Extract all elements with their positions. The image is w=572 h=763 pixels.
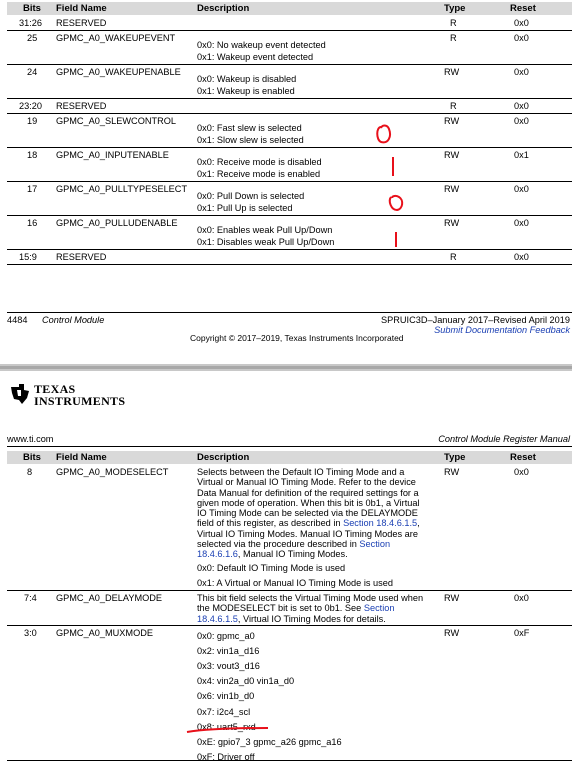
- mux-option: 0xF: Driver off: [197, 751, 255, 762]
- row-type: RW: [444, 67, 460, 77]
- row-divider: [7, 181, 572, 182]
- row-type: RW: [444, 150, 460, 160]
- col-reset-header-2: Reset: [510, 452, 536, 463]
- row-type: RW: [444, 218, 460, 228]
- row-reset: 0x0: [514, 18, 529, 28]
- option-text: 0x0: Wakeup is disabled: [197, 74, 297, 84]
- page-title: Control Module Register Manual: [438, 434, 570, 444]
- row-type: RW: [444, 116, 460, 126]
- row-bits: 16: [27, 218, 38, 228]
- header-rule: [7, 446, 572, 447]
- row-bits: 8: [27, 467, 33, 477]
- col-desc-header: Description: [197, 3, 250, 14]
- mux-option: 0x7: i2c4_scl: [197, 706, 251, 717]
- logo-text-1: TEXAS: [34, 382, 76, 396]
- option-text: 0x1: Wakeup is enabled: [197, 86, 295, 96]
- row-bits: 7:4: [24, 593, 37, 603]
- option-text: 0x0: Receive mode is disabled: [197, 157, 322, 167]
- row-reset: 0x0: [514, 33, 529, 43]
- page-separator-line: [0, 366, 572, 369]
- option-text: 0x0: Enables weak Pull Up/Down: [197, 225, 333, 235]
- row-field: GPMC_A0_PULLUDENABLE: [56, 218, 178, 228]
- col-reset-header: Reset: [510, 3, 536, 14]
- option-text: 0x1: A Virtual or Manual IO Timing Mode is used: [197, 578, 393, 588]
- submit-feedback-link[interactable]: Submit Documentation Feedback: [434, 325, 570, 335]
- row-field: GPMC_A0_SLEWCONTROL: [56, 116, 176, 126]
- option-text: 0x1: Pull Up is selected: [197, 203, 293, 213]
- row-field: RESERVED: [56, 101, 107, 111]
- option-text: 0x1: Slow slew is selected: [197, 135, 304, 145]
- row-bits: 23:20: [19, 101, 42, 111]
- row-reset: 0x0: [514, 467, 529, 477]
- row-type: R: [450, 252, 457, 262]
- doc-id: SPRUIC3D–January 2017–Revised April 2019: [381, 315, 570, 325]
- row-field: GPMC_A0_MODESELECT: [56, 467, 169, 477]
- section-link[interactable]: Section 18.4.6.1.5: [343, 518, 418, 529]
- row-field: RESERVED: [56, 18, 107, 28]
- col-field-header: Field Name: [56, 3, 107, 14]
- ti-chip-icon: [8, 382, 32, 406]
- red-mark-circle-1: [377, 126, 390, 143]
- red-mark-circle-2: [390, 196, 402, 210]
- footer-section: Control Module: [42, 315, 105, 325]
- row-reset: 0x0: [514, 116, 529, 126]
- option-text: 0x1: Receive mode is enabled: [197, 169, 321, 179]
- col-type-header: Type: [444, 3, 466, 14]
- section-link[interactable]: Section 18.4.6.1.6: [197, 539, 391, 560]
- row-field: GPMC_A0_PULLTYPESELECT: [56, 184, 188, 194]
- logo-text-2: INSTRUMENTS: [34, 394, 126, 408]
- row-divider: [7, 625, 572, 626]
- row-type: R: [450, 33, 457, 43]
- row-field: GPMC_A0_MUXMODE: [56, 628, 153, 638]
- option-text: 0x0: Default IO Timing Mode is used: [197, 563, 346, 573]
- mux-option: 0x0: gpmc_a0: [197, 631, 255, 641]
- mux-option: 0xE: gpio7_3 gpmc_a26 gpmc_a16: [197, 736, 342, 747]
- option-text: 0x0: Pull Down is selected: [197, 191, 305, 201]
- row-bits: 24: [27, 67, 38, 77]
- bottom-table-header: [7, 451, 572, 464]
- row-type: RW: [444, 593, 460, 603]
- row-reset: 0x0: [514, 218, 529, 228]
- option-text: 0x1: Disables weak Pull Up/Down: [197, 237, 335, 247]
- col-bits-header: Bits: [23, 3, 41, 14]
- row-field: GPMC_A0_INPUTENABLE: [56, 150, 169, 160]
- row-reset: 0x1: [514, 150, 529, 160]
- option-text: 0x0: No wakeup event detected: [197, 40, 326, 50]
- desc-text: , Virtual IO Timing Modes for details.: [237, 613, 386, 624]
- option-text: 0x0: Fast slew is selected: [197, 123, 302, 133]
- row-divider: [7, 147, 572, 148]
- row-reset: 0xF: [514, 628, 530, 638]
- row-field: GPMC_A0_WAKEUPEVENT: [56, 33, 176, 43]
- desc-text: , Virtual IO Timing Modes. Manual IO Timing Modes are selected via the procedure described in: [197, 518, 420, 550]
- col-type-header-2: Type: [444, 452, 466, 463]
- desc-text: Selects between the Default IO Timing Mode and a Virtual or Manual IO Timing Mode. Refer to the device Data Manual for definition of the required settings for a given mode of operation. When this bit is 0b1, a Virtual IO Timing Mode can be selected via the DELAYMODE field of this register, as described in: [197, 467, 420, 529]
- mux-option: 0x8: uart5_rxd: [197, 721, 256, 732]
- row-reset: 0x0: [514, 101, 529, 111]
- desc-text: This bit field selects the Virtual Timing Mode used when the MODESELECT bit is set to 0b1. See: [197, 593, 424, 614]
- row-reset: 0x0: [514, 184, 529, 194]
- mux-option: 0x2: vin1a_d16: [197, 646, 260, 657]
- copyright: Copyright © 2017–2019, Texas Instruments Incorporated: [190, 333, 404, 343]
- section-link[interactable]: Section 18.4.6.1.5: [197, 603, 395, 624]
- row-bits: 31:26: [19, 18, 42, 28]
- row-bits: 17: [27, 184, 38, 194]
- desc-text: , Manual IO Timing Modes.: [237, 549, 348, 560]
- row-type: R: [450, 101, 457, 111]
- row-bits: 25: [27, 33, 38, 43]
- footer-rule: [7, 312, 572, 313]
- row-reset: 0x0: [514, 67, 529, 77]
- row-divider: [7, 215, 572, 216]
- row-divider: [7, 98, 572, 99]
- row-divider: [7, 264, 572, 265]
- row-field: RESERVED: [56, 252, 107, 262]
- col-bits-header-2: Bits: [23, 452, 41, 463]
- row-divider: [7, 590, 572, 591]
- row-reset: 0x0: [514, 252, 529, 262]
- row-bits: 15:9: [19, 252, 37, 262]
- row-type: RW: [444, 467, 460, 477]
- row-type: RW: [444, 184, 460, 194]
- row-divider: [7, 30, 572, 31]
- row-type: RW: [444, 628, 460, 638]
- row-bits: 18: [27, 150, 38, 160]
- row-bits: 19: [27, 116, 38, 126]
- col-field-header-2: Field Name: [56, 452, 107, 463]
- row-bits: 3:0: [24, 628, 37, 638]
- row-divider: [7, 760, 572, 761]
- mux-option: 0x6: vin1b_d0: [197, 691, 255, 702]
- row-field: GPMC_A0_WAKEUPENABLE: [56, 67, 181, 77]
- row-type: R: [450, 18, 457, 28]
- row-reset: 0x0: [514, 593, 529, 603]
- row-divider: [7, 64, 572, 65]
- mux-option: 0x4: vin2a_d0 vin1a_d0: [197, 676, 295, 687]
- option-text: 0x1: Wakeup event detected: [197, 52, 314, 62]
- mux-option: 0x3: vout3_d16: [197, 661, 260, 672]
- row-description: [197, 467, 425, 560]
- page-number: 4484: [7, 315, 28, 325]
- row-divider: [7, 249, 572, 250]
- row-divider: [7, 113, 572, 114]
- ti-logo: [8, 381, 128, 411]
- row-description: [197, 593, 429, 624]
- col-desc-header-2: Description: [197, 452, 250, 463]
- top-table-header: [7, 2, 572, 15]
- site-url[interactable]: www.ti.com: [7, 434, 54, 444]
- row-field: GPMC_A0_DELAYMODE: [56, 593, 163, 603]
